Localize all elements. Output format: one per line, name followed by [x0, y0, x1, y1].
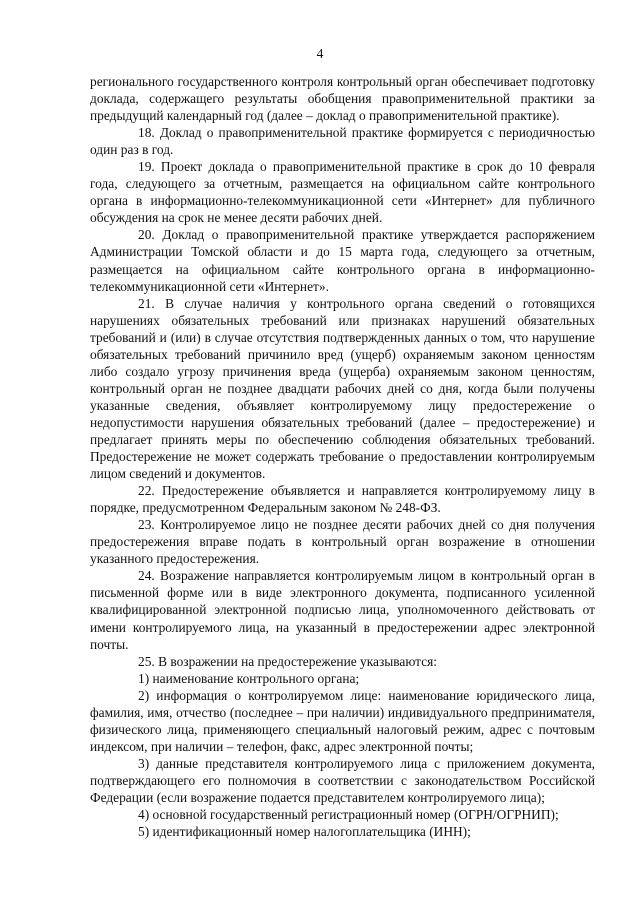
- paragraph-continuation: регионального государственного контроля контрольный орган обеспечивает подготовку доклада, содержащего результаты обобщения правоприменительной практики за предыдущий календарный год (далее – доклад о правоприменительной практике).: [90, 74, 595, 124]
- list-item-1: 1) наименование контрольного органа;: [138, 670, 360, 686]
- document-body: [90, 73, 595, 840]
- list-item-4: 4) основной государственный регистрационный номер (ОГРН/ОГРНИП);: [138, 807, 559, 823]
- paragraph-19: 19. Проект доклада о правоприменительной практике в срок до 10 февраля года, следующего за отчетным, размещается на официальном сайте контрольного органа в информационно-телекоммуникационной сети «Интернет» для публичного обсуждения на срок не менее десяти рабочих дней.: [90, 159, 595, 226]
- paragraph-23: 23. Контролируемое лицо не позднее десяти рабочих дней со дня получения предостережения вправе подать в контрольный орган возражение в отношении указанного предостережения.: [90, 517, 595, 567]
- paragraph-20: 20. Доклад о правоприменительной практике утверждается распоряжением Администрации Томской области и до 15 марта года, следующего за отчетным, размещается на официальном сайте контрольного органа в информационно-телекоммуникационной сети «Интернет».: [90, 227, 595, 294]
- page-number: 4: [316, 46, 324, 61]
- paragraph-24: 24. Возражение направляется контролируемым лицом в контрольный орган в письменной форме или в виде электронного документа, подписанного усиленной квалифицированной электронной подписью лица, уполномоченного действовать от имени контролируемого лица, на указанный в предостережении адрес электронной почты.: [90, 568, 595, 652]
- paragraph-18: 18. Доклад о правоприменительной практике формируется с периодичностью один раз в год.: [90, 125, 595, 158]
- list-item-3: 3) данные представителя контролируемого лица с приложением документа, подтверждающего его полномочия в соответствии с законодательством Российской Федерации (если возражение подается представителем контролируемого лица);: [90, 755, 595, 805]
- paragraph-21: 21. В случае наличия у контрольного органа сведений о готовящихся нарушениях обязательных требований или признаках нарушений обязательных требований и (или) в случае отсутствия подтвержденных данных о том, что нарушение обязательных требований причинило вред (ущерб) охраняемым законом ценностям либо создало угрозу причинения вреда (ущерба) охраняемым законом ценностям, контрольный орган не позднее двадцати рабочих дней со дня, когда были получены указанные сведения, объявляет контролируемому лицу предостережение о недопустимости нарушения обязательных требований (далее – предостережение) и предлагает принять меры по обеспечению соблюдения обязательных требований. Предостережение не может содержать требование о предоставлении контролируемым лицом сведений и документов.: [90, 295, 595, 482]
- paragraph-25: 25. В возражении на предостережение указываются:: [138, 653, 438, 669]
- paragraph-22: 22. Предостережение объявляется и направляется контролируемому лицу в порядке, предусмотренном Федеральным законом № 248-ФЗ.: [90, 483, 595, 516]
- list-item-5: 5) идентификационный номер налогоплательщика (ИНН);: [138, 824, 471, 840]
- list-item-2: 2) информация о контролируемом лице: наименование юридического лица, фамилия, имя, отчество (последнее – при наличии) индивидуального предпринимателя, физического лица, применяющего специальный налоговый режим, адрес с почтовым индексом, при наличии – телефон, факс, адрес электронной почты;: [90, 687, 595, 754]
